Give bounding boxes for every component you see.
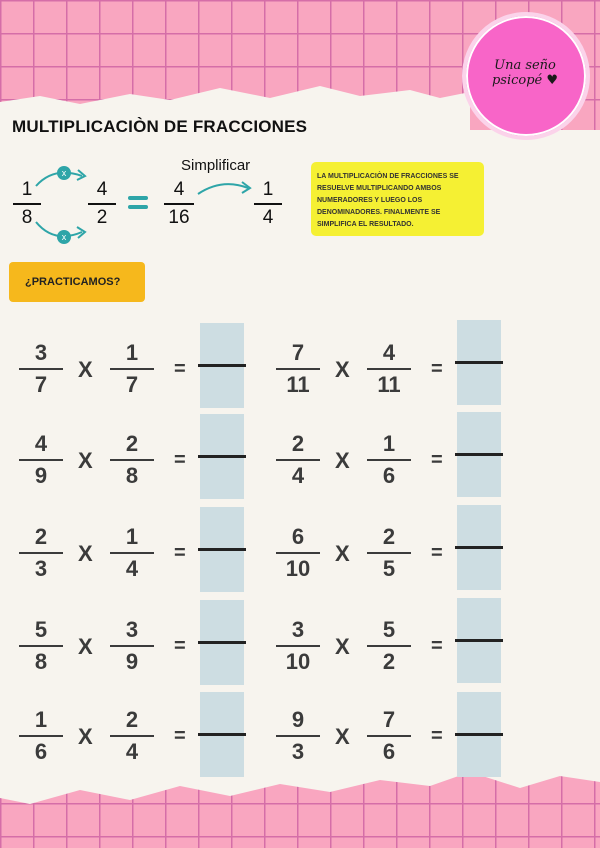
exercise-fraction-a (276, 618, 320, 674)
numerator: 1 (21, 179, 33, 200)
exercise-fraction-b (367, 341, 411, 397)
denominator: 9 (125, 649, 139, 674)
multiply-badge-bottom: x (57, 230, 71, 244)
exercise-fraction-b (367, 432, 411, 488)
numerator: 7 (382, 707, 396, 732)
equals-operator: = (174, 449, 186, 471)
denominator: 11 (377, 372, 401, 397)
multiply-badge-top: x (57, 166, 71, 180)
numerator: 1 (382, 431, 396, 456)
answer-box[interactable] (200, 323, 244, 409)
denominator: 8 (125, 463, 139, 488)
times-operator: X (335, 724, 350, 749)
exercise-fraction-a (19, 708, 63, 764)
numerator: 4 (382, 340, 396, 365)
denominator: 8 (21, 207, 33, 228)
exercise-fraction-b (110, 341, 154, 397)
denominator: 9 (34, 463, 48, 488)
simplify-label: Simplificar (181, 157, 251, 174)
exercise-fraction-b (110, 432, 154, 488)
denominator: 3 (291, 739, 305, 764)
denominator: 10 (285, 556, 311, 581)
denominator: 4 (291, 463, 305, 488)
equals-operator: = (431, 635, 443, 657)
numerator: 5 (382, 617, 396, 642)
denominator: 7 (34, 372, 48, 397)
times-operator: X (78, 634, 93, 659)
times-operator: X (335, 448, 350, 473)
equals-operator: = (174, 542, 186, 564)
denominator: 4 (262, 207, 274, 228)
simplify-arrow-icon (196, 178, 256, 200)
equals-operator: = (174, 635, 186, 657)
times-operator: X (78, 541, 93, 566)
practice-heading: ¿PRACTICAMOS? (9, 262, 145, 302)
denominator: 3 (34, 556, 48, 581)
explanation-note: LA MULTIPLICACIÒN DE FRACCIONES SE RESUELVE MULTIPLICANDO AMBOS NUMERADORES Y LUEGO LOS DENOMINADORES. FINALMENTE SE SIMPLIFICA EL RESULTADO. (311, 162, 484, 236)
numerator: 4 (173, 179, 185, 200)
numerator: 2 (291, 431, 305, 456)
logo-text: Una seño psicopé ♥ (491, 58, 559, 88)
exercise-fraction-a (276, 341, 320, 397)
equals-operator: = (174, 725, 186, 747)
exercise-fraction-a (276, 708, 320, 764)
answer-box[interactable] (457, 320, 501, 406)
example-simplified (254, 180, 282, 228)
times-operator: X (335, 634, 350, 659)
times-operator: X (78, 724, 93, 749)
equals-operator: = (431, 542, 443, 564)
exercise-fraction-b (110, 525, 154, 581)
denominator: 4 (125, 739, 139, 764)
numerator: 2 (34, 524, 48, 549)
exercise-fraction-b (367, 525, 411, 581)
answer-box[interactable] (457, 692, 501, 778)
equals-operator: = (431, 725, 443, 747)
answer-box[interactable] (457, 412, 501, 498)
exercise-fraction-b (367, 618, 411, 674)
exercise-fraction-b (110, 708, 154, 764)
denominator: 6 (34, 739, 48, 764)
equals-operator: = (174, 358, 186, 380)
numerator: 7 (291, 340, 305, 365)
times-operator: X (78, 448, 93, 473)
numerator: 2 (382, 524, 396, 549)
denominator: 8 (34, 649, 48, 674)
answer-box[interactable] (200, 507, 244, 593)
times-operator: X (78, 357, 93, 382)
exercise-fraction-b (367, 708, 411, 764)
numerator: 3 (125, 617, 139, 642)
denominator: 11 (286, 372, 310, 397)
example-result (164, 180, 194, 228)
numerator: 1 (262, 179, 274, 200)
numerator: 4 (34, 431, 48, 456)
numerator: 5 (34, 617, 48, 642)
numerator: 1 (34, 707, 48, 732)
denominator: 10 (285, 649, 311, 674)
exercise-fraction-a (19, 341, 63, 397)
answer-box[interactable] (200, 600, 244, 686)
exercise-fraction-a (19, 525, 63, 581)
numerator: 2 (125, 707, 139, 732)
denominator: 6 (382, 463, 396, 488)
denominator: 2 (96, 207, 108, 228)
answer-box[interactable] (457, 598, 501, 684)
exercise-fraction-b (110, 618, 154, 674)
equals-operator: = (431, 358, 443, 380)
numerator: 6 (291, 524, 305, 549)
heart-icon: ♥ (546, 73, 559, 88)
exercise-fraction-a (19, 432, 63, 488)
times-operator: X (335, 541, 350, 566)
denominator: 5 (382, 556, 396, 581)
equals-operator: = (431, 449, 443, 471)
numerator: 2 (125, 431, 139, 456)
answer-box[interactable] (457, 505, 501, 591)
denominator: 4 (125, 556, 139, 581)
denominator: 16 (168, 207, 190, 228)
exercise-fraction-a (276, 432, 320, 488)
equals-icon (128, 196, 148, 214)
exercise-fraction-a (276, 525, 320, 581)
denominator: 7 (125, 372, 139, 397)
exercise-fraction-a (19, 618, 63, 674)
page-title: MULTIPLICACIÒN DE FRACCIONES (12, 117, 308, 136)
denominator: 6 (382, 739, 396, 764)
answer-box[interactable] (200, 414, 244, 500)
numerator: 3 (34, 340, 48, 365)
numerator: 3 (291, 617, 305, 642)
numerator: 9 (291, 707, 305, 732)
numerator: 1 (125, 340, 139, 365)
numerator: 1 (125, 524, 139, 549)
numerator: 4 (96, 179, 108, 200)
answer-box[interactable] (200, 692, 244, 778)
times-operator: X (335, 357, 350, 382)
denominator: 2 (382, 649, 396, 674)
